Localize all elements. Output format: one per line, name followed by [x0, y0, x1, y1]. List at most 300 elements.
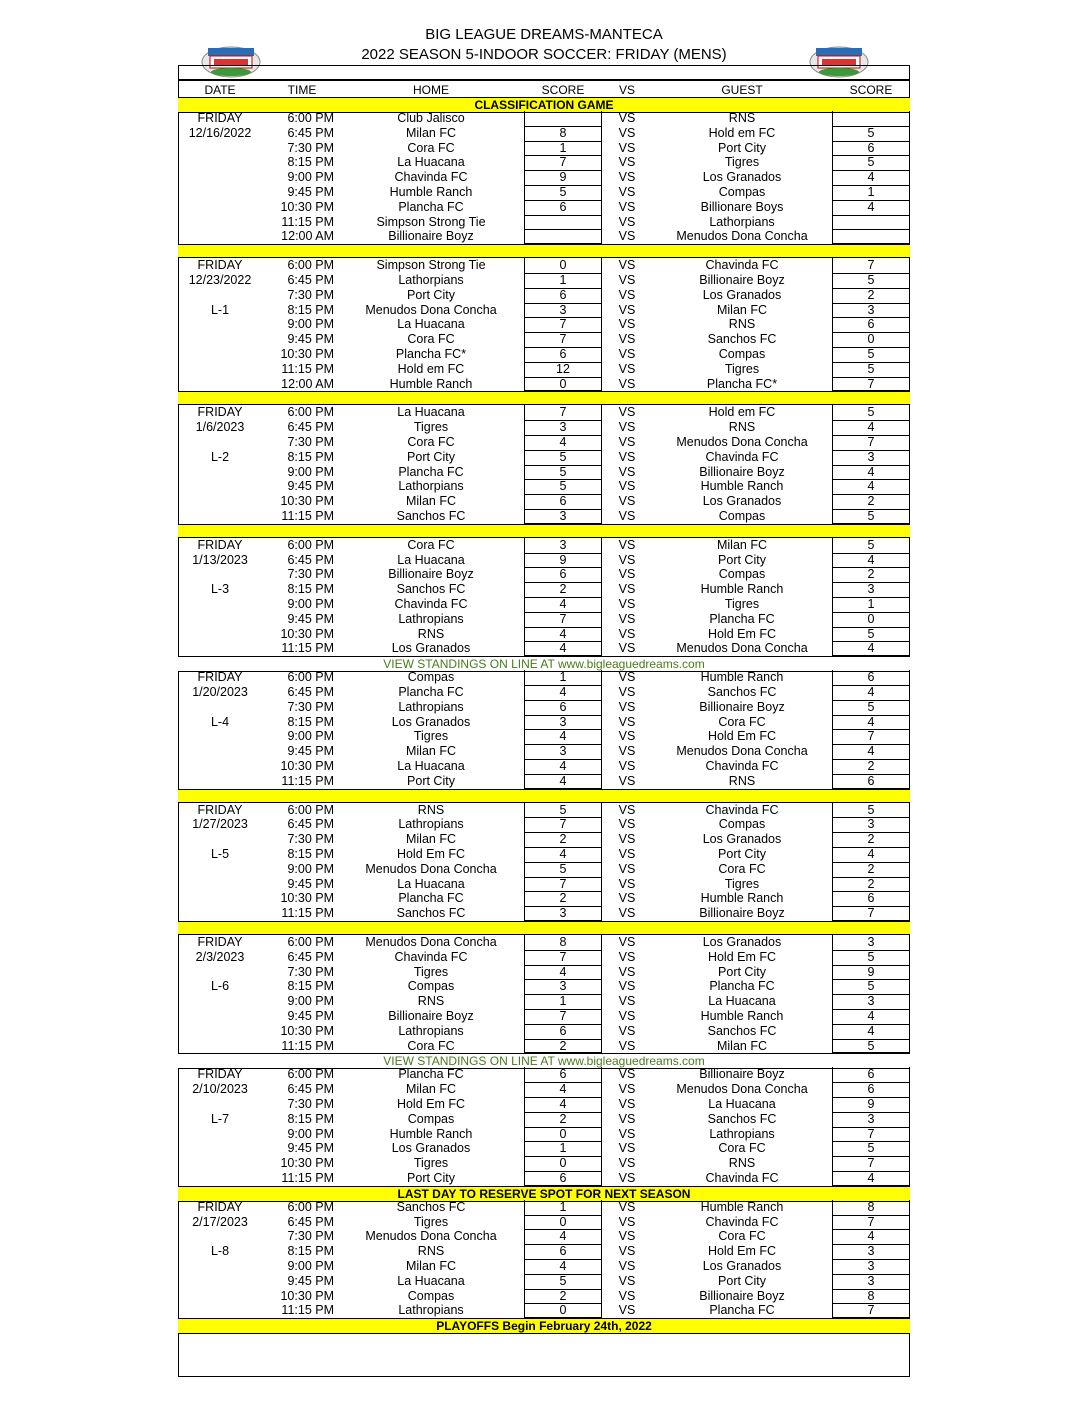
- vs-label: VS: [618, 597, 636, 611]
- home-team: Humble Ranch: [389, 185, 473, 199]
- home-team: Sanchos FC: [396, 582, 466, 597]
- guest-team: Sanchos FC: [707, 685, 777, 699]
- game-time: 11:15 PM: [281, 509, 334, 523]
- game-time: 8:15 PM: [287, 582, 334, 597]
- week-day: FRIDAY: [197, 1199, 243, 1214]
- game-time: 9:45 PM: [287, 479, 334, 494]
- home-score: 7: [559, 611, 567, 626]
- game-time: 9:45 PM: [287, 1273, 334, 1288]
- col-score-guest: SCORE: [849, 83, 893, 97]
- score-divider: [524, 891, 602, 892]
- guest-score: 6: [867, 1067, 875, 1082]
- week-day: FRIDAY: [197, 258, 243, 273]
- guest-team: Menudos Dona Concha: [676, 1082, 808, 1097]
- score-divider: [524, 1112, 602, 1113]
- score-divider: [832, 965, 910, 966]
- score-divider: [832, 1156, 910, 1157]
- score-divider: [524, 1024, 602, 1025]
- home-team: Hold Em FC: [396, 1097, 466, 1111]
- game-time: 7:30 PM: [287, 832, 334, 847]
- score-divider: [524, 1171, 602, 1172]
- vs-label: VS: [618, 420, 636, 435]
- guest-team: Plancha FC: [709, 1303, 775, 1318]
- score-column-box: [832, 258, 910, 391]
- vs-label: VS: [618, 405, 636, 420]
- guest-team: Compas: [718, 817, 766, 832]
- guest-team: Port City: [718, 847, 766, 861]
- game-time: 11:15 PM: [281, 1038, 334, 1053]
- guest-score: 3: [867, 994, 875, 1009]
- standings-banner[interactable]: VIEW STANDINGS ON LINE AT www.bigleaguedreams.com: [178, 1053, 910, 1069]
- home-team: Lathropians: [398, 1023, 464, 1038]
- home-score: 6: [559, 699, 567, 714]
- guest-team: Cora FC: [718, 1229, 766, 1244]
- score-divider: [832, 509, 910, 510]
- score-divider: [524, 715, 602, 716]
- score-divider: [832, 317, 910, 318]
- vs-label: VS: [618, 1288, 636, 1303]
- score-divider: [524, 509, 602, 510]
- guest-score: 4: [867, 641, 875, 656]
- score-divider: [524, 1303, 602, 1304]
- vs-label: VS: [618, 185, 636, 199]
- guest-score: 0: [867, 332, 875, 347]
- guest-team: RNS: [728, 1156, 756, 1171]
- home-team: Menudos Dona Concha: [365, 302, 497, 317]
- score-divider: [832, 877, 910, 878]
- score-divider: [524, 759, 602, 760]
- home-score: 9: [559, 170, 567, 185]
- vs-label: VS: [618, 964, 636, 979]
- home-team: Chavinda FC: [394, 949, 468, 964]
- game-time: 11:15 PM: [281, 906, 334, 921]
- score-divider: [832, 832, 910, 833]
- game-time: 10:30 PM: [280, 626, 334, 641]
- vs-label: VS: [618, 994, 636, 1009]
- score-divider: [832, 141, 910, 142]
- home-team: RNS: [417, 802, 445, 817]
- game-time: 6:00 PM: [287, 1199, 334, 1214]
- vs-label: VS: [618, 435, 636, 449]
- home-team: Cora FC: [407, 1038, 455, 1053]
- guest-team: Humble Ranch: [700, 479, 784, 494]
- guest-team: Humble Ranch: [700, 1009, 784, 1023]
- vs-label: VS: [618, 979, 636, 994]
- score-divider: [524, 215, 602, 216]
- guest-score: 4: [867, 1171, 875, 1185]
- game-time: 9:00 PM: [287, 317, 334, 332]
- week-label: L-4: [210, 714, 230, 729]
- guest-team: Sanchos FC: [707, 332, 777, 347]
- week-date: 2/3/2023: [195, 949, 245, 964]
- home-team: Milan FC: [405, 744, 456, 759]
- score-divider: [832, 229, 910, 230]
- home-score: 3: [559, 509, 567, 523]
- guest-team: Milan FC: [716, 1038, 767, 1053]
- guest-score: 5: [867, 537, 875, 552]
- score-divider: [832, 200, 910, 201]
- guest-score: 4: [867, 552, 875, 567]
- guest-team: Port City: [718, 140, 766, 155]
- guest-score: 5: [867, 347, 875, 361]
- guest-score: 6: [867, 140, 875, 155]
- score-divider: [832, 627, 910, 628]
- score-divider: [832, 1244, 910, 1245]
- score-divider: [524, 847, 602, 848]
- guest-team: Compas: [718, 347, 766, 361]
- standings-banner[interactable]: VIEW STANDINGS ON LINE AT www.bigleaguedreams.com: [178, 656, 910, 672]
- guest-team: RNS: [728, 773, 756, 788]
- vs-label: VS: [618, 317, 636, 332]
- score-divider: [524, 817, 602, 818]
- game-time: 9:00 PM: [287, 464, 334, 479]
- score-divider: [524, 994, 602, 995]
- home-team: Lathorpians: [398, 273, 464, 287]
- vs-label: VS: [618, 170, 636, 185]
- home-score: 4: [559, 1097, 567, 1111]
- home-score: 6: [559, 494, 567, 509]
- guest-team: Los Granados: [702, 494, 782, 509]
- guest-score: 9: [867, 1097, 875, 1111]
- score-divider: [832, 1082, 910, 1083]
- home-score: 7: [559, 155, 567, 170]
- guest-score: 5: [867, 1141, 875, 1156]
- score-column-box: [832, 111, 910, 244]
- vs-label: VS: [618, 1199, 636, 1214]
- guest-team: Billionaire Boyz: [699, 1288, 785, 1303]
- home-score: 7: [559, 405, 567, 420]
- score-divider: [524, 1274, 602, 1275]
- vs-label: VS: [618, 273, 636, 287]
- guest-team: Billionaire Boyz: [699, 906, 785, 921]
- home-score: 0: [559, 258, 567, 273]
- vs-label: VS: [618, 1067, 636, 1082]
- game-time: 6:00 PM: [287, 111, 334, 125]
- score-divider: [524, 1009, 602, 1010]
- game-time: 6:45 PM: [287, 420, 334, 435]
- vs-label: VS: [618, 1229, 636, 1244]
- game-time: 10:30 PM: [280, 1288, 334, 1303]
- guest-score: 2: [867, 494, 875, 509]
- guest-team: Los Granados: [702, 832, 782, 847]
- home-team: RNS: [417, 1244, 445, 1259]
- guest-team: La Huacana: [708, 1097, 776, 1111]
- vs-label: VS: [618, 832, 636, 847]
- guest-score: 7: [867, 906, 875, 921]
- vs-label: VS: [618, 817, 636, 832]
- home-team: Compas: [407, 979, 455, 994]
- home-team: Tigres: [413, 964, 449, 979]
- col-score-home: SCORE: [541, 83, 585, 97]
- guest-score: 6: [867, 891, 875, 906]
- game-time: 6:00 PM: [287, 802, 334, 817]
- home-score: 4: [559, 964, 567, 979]
- vs-label: VS: [618, 1141, 636, 1156]
- vs-label: VS: [618, 509, 636, 523]
- home-team: Plancha FC: [398, 1067, 464, 1082]
- guest-team: Chavinda FC: [705, 759, 779, 773]
- vs-label: VS: [618, 1023, 636, 1038]
- home-team: Sanchos FC: [396, 509, 466, 523]
- vs-label: VS: [618, 140, 636, 155]
- vs-label: VS: [618, 582, 636, 597]
- week-day: FRIDAY: [197, 1067, 243, 1082]
- guest-score: 3: [867, 582, 875, 597]
- guest-team: Humble Ranch: [700, 1199, 784, 1214]
- home-score: 3: [559, 906, 567, 921]
- guest-team: Hold em FC: [708, 405, 776, 420]
- vs-label: VS: [618, 347, 636, 361]
- home-score: 5: [559, 861, 567, 876]
- game-time: 8:15 PM: [287, 714, 334, 729]
- score-divider: [832, 1141, 910, 1142]
- game-time: 7:30 PM: [287, 1097, 334, 1111]
- score-divider: [524, 774, 602, 775]
- score-divider: [524, 862, 602, 863]
- week-date: 12/23/2022: [188, 273, 252, 287]
- guest-score: 5: [867, 699, 875, 714]
- guest-score: 8: [867, 1199, 875, 1214]
- vs-label: VS: [618, 449, 636, 464]
- game-time: 8:15 PM: [287, 979, 334, 994]
- vs-label: VS: [618, 685, 636, 699]
- vs-label: VS: [618, 1259, 636, 1273]
- guest-score: 4: [867, 170, 875, 185]
- score-divider: [832, 377, 910, 378]
- week-day: FRIDAY: [197, 537, 243, 552]
- score-divider: [832, 494, 910, 495]
- guest-team: Los Granados: [702, 170, 782, 185]
- score-divider: [524, 347, 602, 348]
- score-divider: [832, 847, 910, 848]
- score-divider: [524, 700, 602, 701]
- home-score: 4: [559, 641, 567, 656]
- game-time: 9:00 PM: [287, 170, 334, 185]
- home-team: La Huacana: [397, 405, 465, 420]
- score-divider: [524, 1244, 602, 1245]
- home-score: 1: [559, 273, 567, 287]
- score-divider: [832, 1274, 910, 1275]
- game-time: 8:15 PM: [287, 1111, 334, 1126]
- game-time: 8:15 PM: [287, 302, 334, 317]
- home-team: Sanchos FC: [396, 1199, 466, 1214]
- score-divider: [832, 729, 910, 730]
- guest-score: 5: [867, 125, 875, 140]
- game-time: 9:45 PM: [287, 611, 334, 626]
- home-score: 5: [559, 1273, 567, 1288]
- home-score: 6: [559, 1244, 567, 1259]
- guest-score: 2: [867, 287, 875, 302]
- guest-score: 6: [867, 670, 875, 685]
- vs-label: VS: [618, 302, 636, 317]
- home-team: Humble Ranch: [389, 1126, 473, 1141]
- home-team: Tigres: [413, 729, 449, 744]
- game-time: 6:00 PM: [287, 1067, 334, 1082]
- guest-score: 5: [867, 155, 875, 170]
- vs-label: VS: [618, 1303, 636, 1318]
- home-score: 7: [559, 949, 567, 964]
- home-score: 6: [559, 199, 567, 214]
- game-time: 6:00 PM: [287, 258, 334, 273]
- home-team: La Huacana: [397, 552, 465, 567]
- game-time: 10:30 PM: [280, 199, 334, 214]
- playoffs-banner: PLAYOFFS Begin February 24th, 2022: [178, 1318, 910, 1334]
- home-score: 5: [559, 449, 567, 464]
- home-score: 7: [559, 317, 567, 332]
- guest-score: 7: [867, 1214, 875, 1229]
- guest-score: 4: [867, 847, 875, 861]
- vs-label: VS: [618, 1009, 636, 1023]
- guest-team: Tigres: [724, 597, 760, 611]
- home-team: Tigres: [413, 420, 449, 435]
- home-score: 1: [559, 140, 567, 155]
- guest-score: 4: [867, 1229, 875, 1244]
- guest-team: Los Granados: [702, 287, 782, 302]
- game-time: 9:45 PM: [287, 185, 334, 199]
- guest-team: Billionare Boys: [700, 199, 784, 214]
- col-vs: VS: [618, 83, 635, 97]
- game-time: 9:45 PM: [287, 1141, 334, 1156]
- vs-label: VS: [618, 1038, 636, 1053]
- week-day: FRIDAY: [197, 935, 243, 949]
- guest-score: 5: [867, 949, 875, 964]
- home-team: Compas: [407, 1111, 455, 1126]
- home-team: La Huacana: [397, 1273, 465, 1288]
- score-divider: [524, 155, 602, 156]
- home-team: La Huacana: [397, 317, 465, 332]
- home-team: Cora FC: [407, 537, 455, 552]
- score-divider: [524, 582, 602, 583]
- guest-team: Tigres: [724, 361, 760, 376]
- vs-label: VS: [618, 802, 636, 817]
- home-score: 4: [559, 759, 567, 773]
- game-time: 9:00 PM: [287, 729, 334, 744]
- guest-score: 4: [867, 714, 875, 729]
- home-score: 4: [559, 847, 567, 861]
- guest-team: Compas: [718, 185, 766, 199]
- score-divider: [524, 185, 602, 186]
- home-team: Hold Em FC: [396, 847, 466, 861]
- home-team: Lathorpians: [398, 479, 464, 494]
- guest-team: Compas: [718, 567, 766, 582]
- game-time: 7:30 PM: [287, 567, 334, 582]
- home-score: 3: [559, 537, 567, 552]
- guest-team: Menudos Dona Concha: [676, 641, 808, 656]
- score-divider: [524, 979, 602, 980]
- home-score: 2: [559, 1038, 567, 1053]
- home-team: La Huacana: [397, 759, 465, 773]
- score-divider: [524, 317, 602, 318]
- week-separator: [178, 789, 910, 803]
- home-score: 4: [559, 1229, 567, 1244]
- home-team: Hold em FC: [397, 361, 465, 376]
- guest-team: Menudos Dona Concha: [676, 744, 808, 759]
- game-time: 6:45 PM: [287, 817, 334, 832]
- home-score: 3: [559, 420, 567, 435]
- score-divider: [524, 229, 602, 230]
- game-time: 6:45 PM: [287, 949, 334, 964]
- guest-score: 5: [867, 361, 875, 376]
- game-time: 6:45 PM: [287, 1082, 334, 1097]
- vs-label: VS: [618, 1171, 636, 1185]
- home-team: Port City: [407, 287, 455, 302]
- home-score: 3: [559, 979, 567, 994]
- guest-team: Los Granados: [702, 935, 782, 949]
- vs-label: VS: [618, 494, 636, 509]
- page-title: BIG LEAGUE DREAMS-MANTECA: [425, 26, 663, 43]
- page-subtitle: 2022 SEASON 5-INDOOR SOCCER: FRIDAY (MENS): [361, 46, 727, 63]
- vs-label: VS: [618, 464, 636, 479]
- game-time: 7:30 PM: [287, 140, 334, 155]
- vs-label: VS: [618, 155, 636, 170]
- guest-score: 2: [867, 567, 875, 582]
- guest-team: Menudos Dona Concha: [676, 435, 808, 449]
- score-divider: [524, 906, 602, 907]
- vs-label: VS: [618, 1082, 636, 1097]
- home-team: Chavinda FC: [394, 597, 468, 611]
- home-team: Cora FC: [407, 332, 455, 347]
- vs-label: VS: [618, 670, 636, 685]
- vs-label: VS: [618, 479, 636, 494]
- score-divider: [524, 950, 602, 951]
- home-score: 0: [559, 1214, 567, 1229]
- home-team: Tigres: [413, 1214, 449, 1229]
- score-column-box: [524, 258, 602, 391]
- vs-label: VS: [618, 376, 636, 391]
- guest-team: Chavinda FC: [705, 802, 779, 817]
- home-team: Tigres: [413, 1156, 449, 1171]
- guest-team: Billionaire Boyz: [699, 273, 785, 287]
- home-team: Menudos Dona Concha: [365, 861, 497, 876]
- score-divider: [524, 170, 602, 171]
- week-label: L-5: [210, 847, 230, 861]
- week-label: L-6: [210, 979, 230, 994]
- vs-label: VS: [618, 1111, 636, 1126]
- game-time: 7:30 PM: [287, 287, 334, 302]
- score-divider: [832, 1229, 910, 1230]
- guest-score: 1: [867, 185, 875, 199]
- home-score: 0: [559, 376, 567, 391]
- home-team: Lathropians: [398, 1303, 464, 1318]
- home-score: 6: [559, 347, 567, 361]
- home-score: 3: [559, 744, 567, 759]
- vs-label: VS: [618, 891, 636, 906]
- game-time: 12:00 AM: [281, 376, 334, 391]
- week-label: L-7: [210, 1111, 230, 1126]
- week-separator: [178, 524, 910, 538]
- game-time: 11:15 PM: [281, 214, 334, 229]
- score-divider: [524, 1215, 602, 1216]
- score-divider: [832, 891, 910, 892]
- guest-score: 7: [867, 376, 875, 391]
- score-divider: [832, 1112, 910, 1113]
- guest-team: Humble Ranch: [700, 670, 784, 685]
- guest-score: 2: [867, 861, 875, 876]
- home-score: 7: [559, 876, 567, 891]
- guest-team: Plancha FC: [709, 611, 775, 626]
- home-score: 2: [559, 582, 567, 597]
- score-divider: [832, 1303, 910, 1304]
- score-divider: [524, 685, 602, 686]
- guest-team: Hold Em FC: [707, 729, 777, 744]
- guest-score: 4: [867, 744, 875, 759]
- home-team: Milan FC: [405, 494, 456, 509]
- home-team: Lathropians: [398, 699, 464, 714]
- score-divider: [832, 170, 910, 171]
- guest-score: 0: [867, 611, 875, 626]
- home-score: 0: [559, 1126, 567, 1141]
- home-score: 3: [559, 714, 567, 729]
